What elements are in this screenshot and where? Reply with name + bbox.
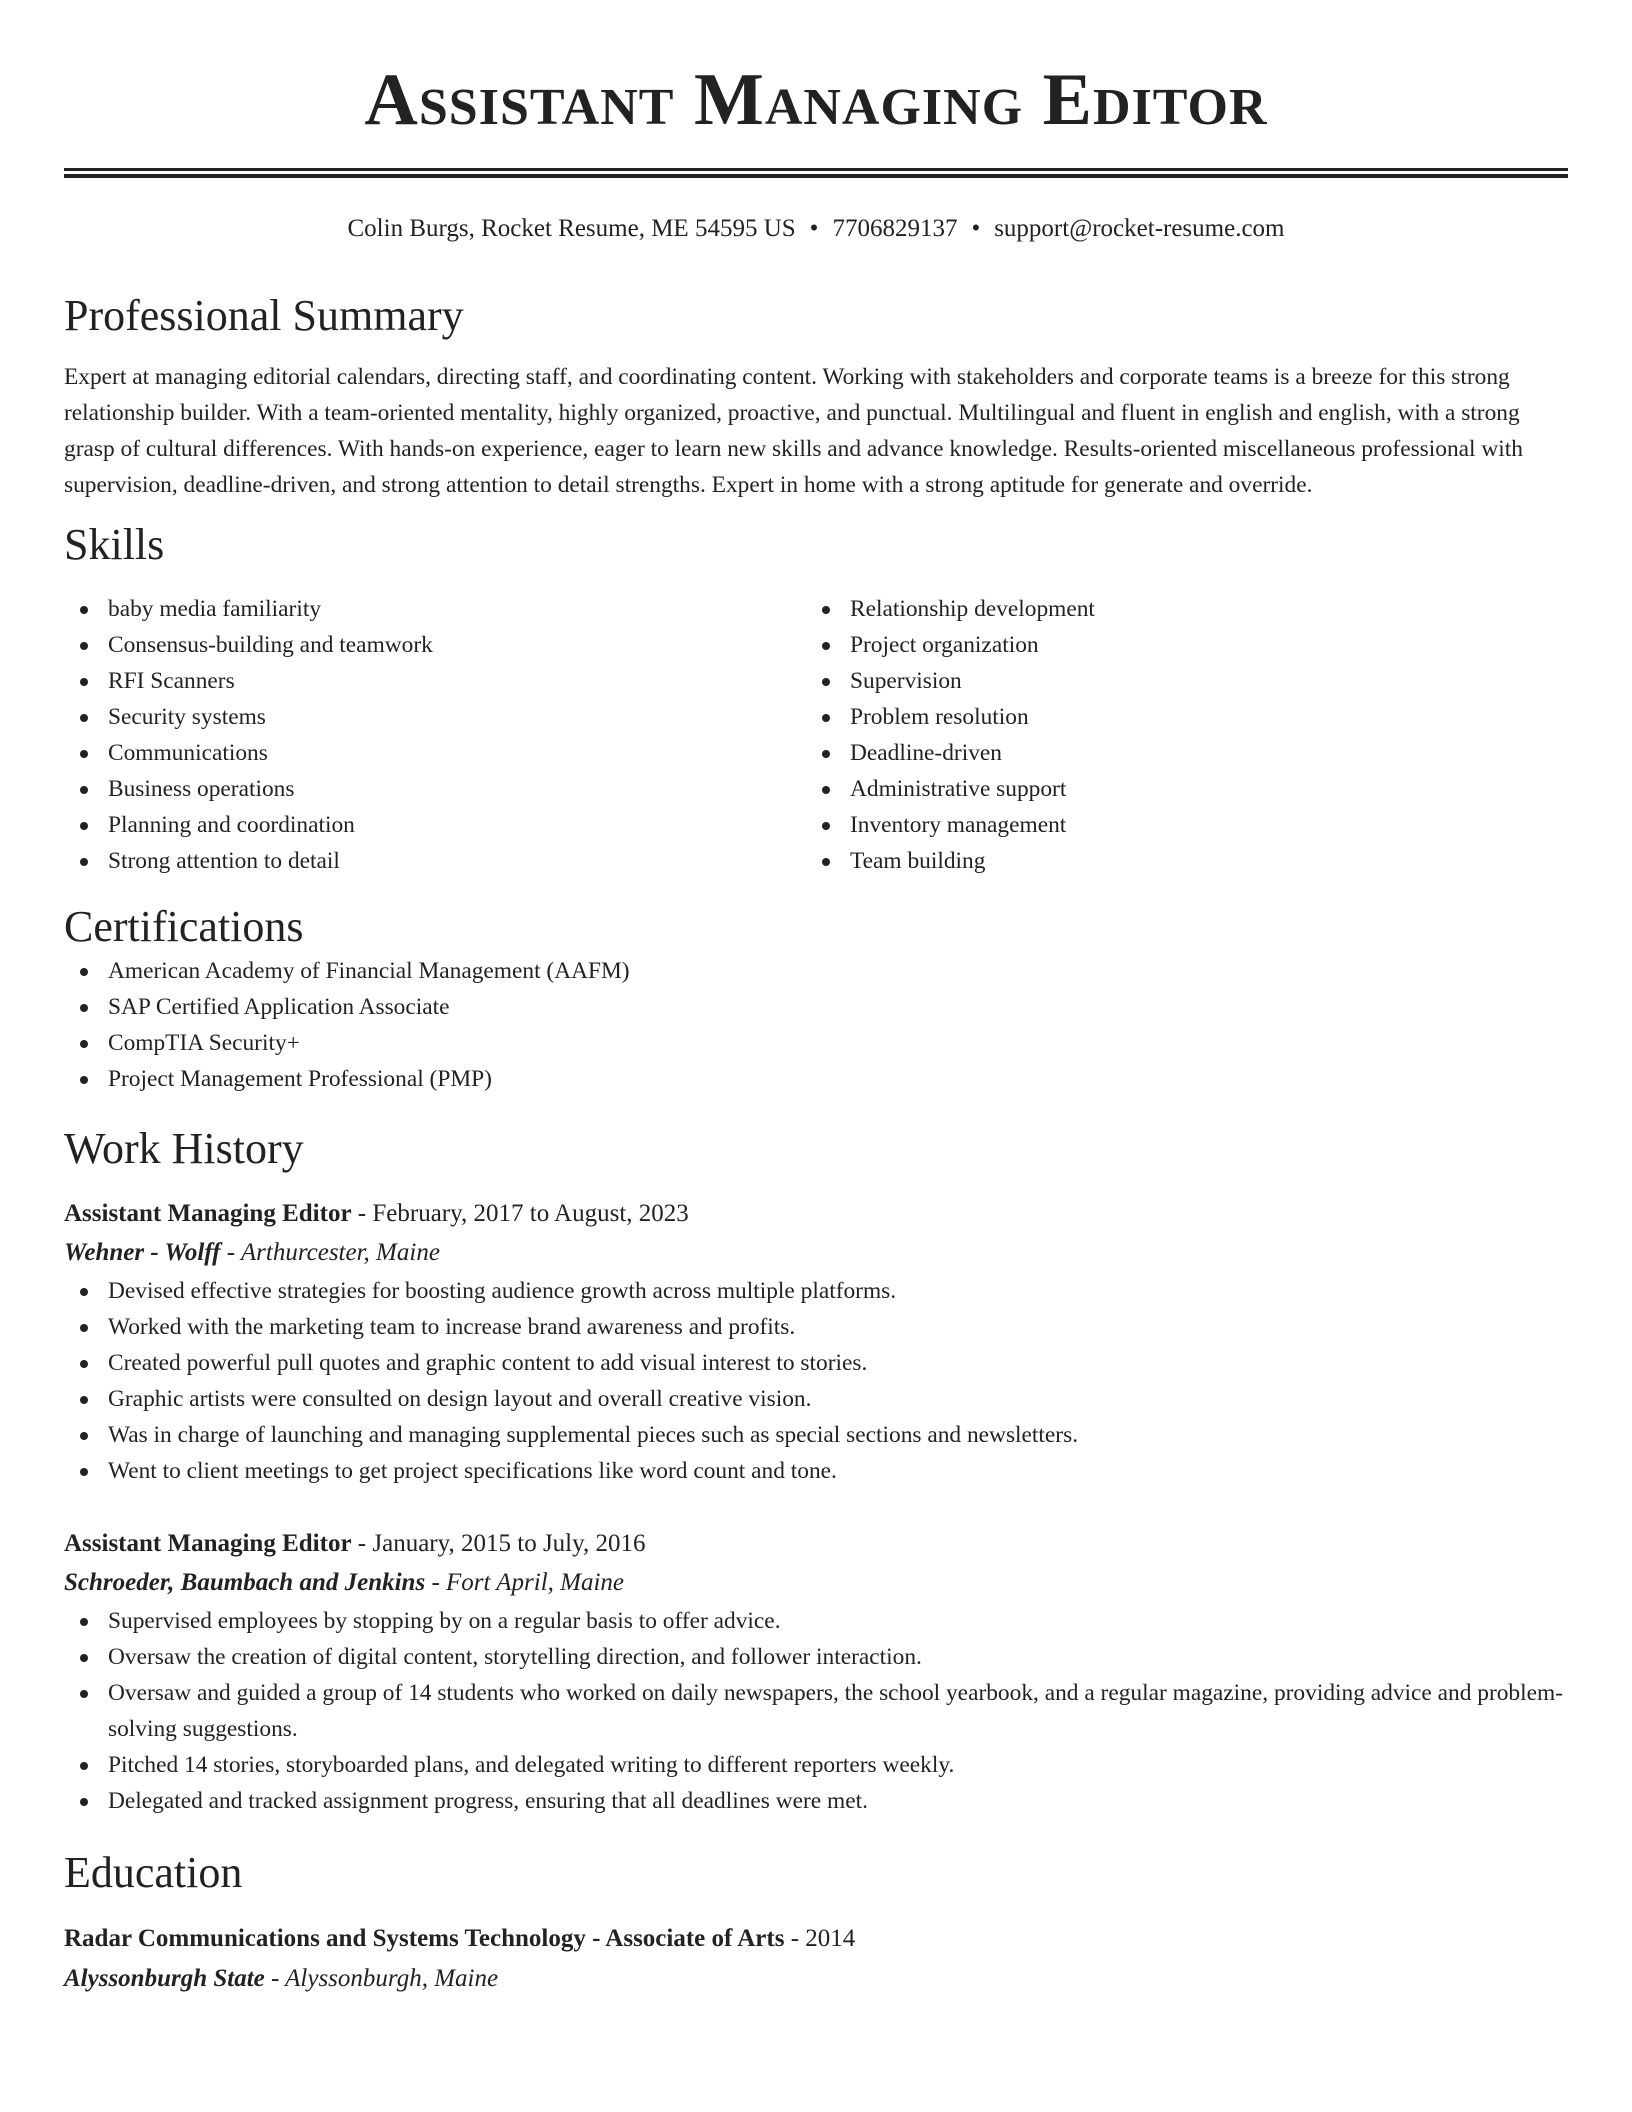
certifications-section — [64, 901, 1568, 1097]
job-bullet: Devised effective strategies for boosting audience growth across multiple platforms. — [64, 1273, 1568, 1309]
job-bullet: Oversaw the creation of digital content, storytelling direction, and follower interaction. — [64, 1639, 1568, 1675]
job-entry — [64, 1525, 1568, 1819]
work-history-heading: Work History — [64, 1124, 304, 1173]
education-degree: Radar Communications and Systems Technology - Associate of Arts — [64, 1925, 785, 1952]
skill-item: Administrative support — [806, 771, 1548, 807]
job-bullets — [64, 1273, 1568, 1489]
job-bullet: Delegated and tracked assignment progress, ensuring that all deadlines were met. — [64, 1783, 1568, 1819]
job-bullet: Pitched 14 stories, storyboarded plans, and delegated writing to different reporters weekly. — [64, 1747, 1568, 1783]
resume-title: Assistant Managing Editor — [364, 59, 1268, 141]
education-heading: Education — [64, 1848, 243, 1897]
skill-item: Relationship development — [806, 591, 1548, 627]
job-bullet: Worked with the marketing team to increase brand awareness and profits. — [64, 1309, 1568, 1345]
contact-address: Colin Burgs, Rocket Resume, ME 54595 US — [347, 215, 796, 242]
skill-item: Communications — [64, 735, 806, 771]
job-location: - Arthurcester, Maine — [220, 1239, 440, 1266]
education-year: - 2014 — [784, 1925, 856, 1952]
education-school-line — [64, 1959, 1568, 1999]
skill-item: Project organization — [806, 627, 1548, 663]
certification-item: SAP Certified Application Associate — [64, 989, 1568, 1025]
job-location: - Fort April, Maine — [425, 1569, 625, 1596]
certifications-heading: Certifications — [64, 902, 304, 951]
job-title: Assistant Managing Editor — [64, 1530, 352, 1557]
job-bullet: Oversaw and guided a group of 14 students who worked on daily newspapers, the school yearbook, and a regular magazine, providing advice and problem-solving suggestions. — [64, 1675, 1568, 1747]
skill-item: baby media familiarity — [64, 591, 806, 627]
job-bullet: Went to client meetings to get project specifications like word count and tone. — [64, 1453, 1568, 1489]
skill-item: Planning and coordination — [64, 807, 806, 843]
job-company-line — [64, 1233, 1568, 1273]
education-school: Alyssonburgh State — [64, 1965, 265, 1992]
job-entry — [64, 1195, 1568, 1489]
work-history-section — [64, 1123, 1568, 1819]
skill-item: Team building — [806, 843, 1548, 879]
skill-item: Problem resolution — [806, 699, 1548, 735]
skills-section — [64, 519, 1568, 879]
job-company-line — [64, 1563, 1568, 1603]
job-dates: - February, 2017 to August, 2023 — [351, 1200, 689, 1227]
skill-item: Consensus-building and teamwork — [64, 627, 806, 663]
title-divider — [64, 168, 1568, 178]
skills-column-right — [806, 591, 1548, 879]
summary-section — [64, 290, 1568, 503]
summary-heading: Professional Summary — [64, 291, 464, 340]
job-title: Assistant Managing Editor — [64, 1200, 352, 1227]
job-title-line — [64, 1195, 1568, 1233]
education-location: - Alyssonburgh, Maine — [264, 1965, 499, 1992]
job-bullets — [64, 1603, 1568, 1819]
job-bullet: Created powerful pull quotes and graphic content to add visual interest to stories. — [64, 1345, 1568, 1381]
job-company: Wehner - Wolff — [64, 1239, 221, 1266]
skills-column-left — [64, 591, 806, 879]
job-bullet: Graphic artists were consulted on design layout and overall creative vision. — [64, 1381, 1568, 1417]
certification-item: American Academy of Financial Management (AAFM) — [64, 953, 1568, 989]
job-bullet: Was in charge of launching and managing supplemental pieces such as special sections and newsletters. — [64, 1417, 1568, 1453]
job-dates: - January, 2015 to July, 2016 — [351, 1530, 646, 1557]
skill-item: Security systems — [64, 699, 806, 735]
education-degree-line — [64, 1919, 1568, 1959]
job-title-line — [64, 1525, 1568, 1563]
contact-email: support@rocket-resume.com — [994, 215, 1285, 242]
certifications-list — [64, 953, 1568, 1097]
certification-item: Project Management Professional (PMP) — [64, 1061, 1568, 1097]
job-bullet: Supervised employees by stopping by on a regular basis to offer advice. — [64, 1603, 1568, 1639]
summary-text: Expert at managing editorial calendars, directing staff, and coordinating content. Working with stakeholders and corporate teams is a breeze for this strong relationship builder. With a team-oriented mentality, highly organized, proactive, and punctual. Multilingual and fluent in english and english, with a strong grasp of cultural differences. With hands-on experience, eager to learn new skills and advance knowledge. Results-oriented miscellaneous professional with supervision, deadline-driven, and strong attention to detail strengths. Expert in home with a strong aptitude for generate and override. — [64, 364, 1523, 498]
skill-item: Supervision — [806, 663, 1548, 699]
skill-item: Strong attention to detail — [64, 843, 806, 879]
certification-item: CompTIA Security+ — [64, 1025, 1568, 1061]
contact-phone: 7706829137 — [832, 215, 958, 242]
skill-item: Deadline-driven — [806, 735, 1548, 771]
skills-heading: Skills — [64, 520, 165, 569]
job-company: Schroeder, Baumbach and Jenkins — [64, 1569, 426, 1596]
skill-item: Business operations — [64, 771, 806, 807]
education-section — [64, 1847, 1568, 1999]
contact-separator: • — [809, 215, 819, 242]
skills-columns — [64, 591, 1568, 879]
contact-separator: • — [971, 215, 981, 242]
skill-item: Inventory management — [806, 807, 1548, 843]
skill-item: RFI Scanners — [64, 663, 806, 699]
contact-line — [64, 214, 1568, 244]
